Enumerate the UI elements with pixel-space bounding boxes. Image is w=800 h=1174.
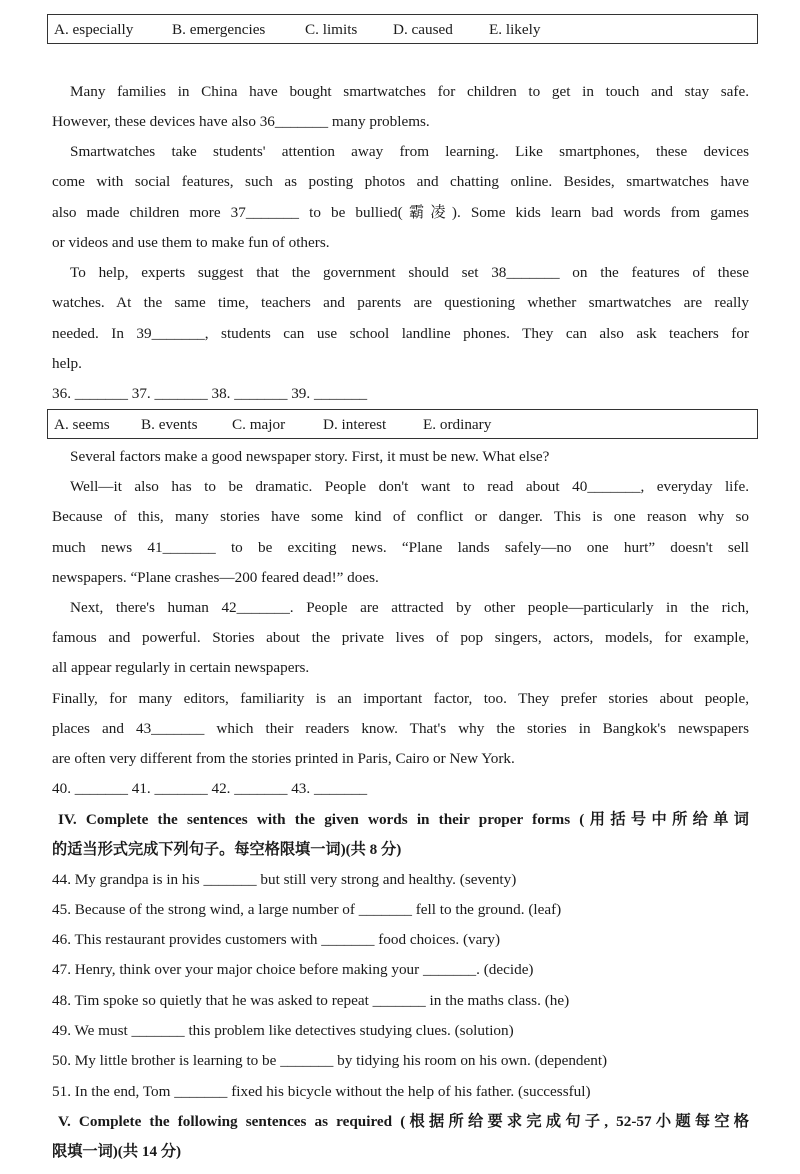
word-option: B. events: [141, 416, 198, 433]
passage2-line: are often very different from the stories printed in Paris, Cairo or New York.: [52, 750, 515, 767]
passage2-line: Next, there's human 42_______. People are attracted by other people—particularly in the rich,: [70, 599, 749, 616]
word-option: C. limits: [305, 21, 358, 38]
section-v-heading: V. Complete the following sentences as required (根据所给要求完成句子, 52-57小题每空格: [58, 1113, 749, 1130]
answer-blanks-36-39: 36. _______ 37. _______ 38. _______ 39. _______: [52, 385, 368, 402]
section-iv-heading: IV. Complete the sentences with the given words in their proper forms (用括号中所给单词: [58, 811, 749, 828]
passage1-line: or videos and use them to make fun of others.: [52, 234, 330, 251]
passage2-line: famous and powerful. Stories about the private lives of pop singers, actors, models, for example,: [52, 629, 749, 646]
question-45: 45. Because of the strong wind, a large number of _______ fell to the ground. (leaf): [52, 901, 562, 918]
word-option: A. seems: [54, 416, 110, 433]
word-option: D. interest: [323, 416, 387, 433]
passage2-line: places and 43_______ which their readers know. That's why the stories in Bangkok's newspapers: [52, 720, 749, 737]
section-v-heading-cont: 限填一词)(共 14 分): [52, 1143, 182, 1160]
passage1-line: Many families in China have bought smartwatches for children to get in touch and stay safe.: [70, 83, 749, 100]
word-bank-box-1: [47, 14, 758, 44]
passage2-line: Finally, for many editors, familiarity is an important factor, too. They prefer stories about people,: [52, 690, 749, 707]
question-48: 48. Tim spoke so quietly that he was asked to repeat _______ in the maths class. (he): [52, 992, 570, 1009]
passage2-line: all appear regularly in certain newspapers.: [52, 659, 310, 676]
word-option: D. caused: [393, 21, 453, 38]
passage1-line: help.: [52, 355, 82, 372]
passage2-line: Well—it also has to be dramatic. People don't want to read about 40_______, everyday life.: [70, 478, 749, 495]
word-option: A. especially: [54, 21, 134, 38]
word-option: B. emergencies: [172, 21, 266, 38]
question-49: 49. We must _______ this problem like detectives studying clues. (solution): [52, 1022, 514, 1039]
question-44: 44. My grandpa is in his _______ but still very strong and healthy. (seventy): [52, 871, 517, 888]
section-iv-heading-cont: 的适当形式完成下列句子。每空格限填一词)(共 8 分): [52, 841, 402, 858]
question-47: 47. Henry, think over your major choice before making your _______. (decide): [52, 961, 534, 978]
question-50: 50. My little brother is learning to be _______ by tidying his room on his own. (dependent): [52, 1052, 608, 1069]
passage1-line: However, these devices have also 36_______ many problems.: [52, 113, 430, 130]
passage2-line: much news 41_______ to be exciting news. “Plane lands safely—no one hurt” doesn't sell: [52, 539, 749, 556]
question-46: 46. This restaurant provides customers with _______ food choices. (vary): [52, 931, 501, 948]
passage1-line: Smartwatches take students' attention away from learning. Like smartphones, these devices: [70, 143, 749, 160]
word-option: E. likely: [489, 21, 541, 38]
passage1-line: needed. In 39_______, students can use school landline phones. They can also ask teachers for: [52, 325, 749, 342]
passage2-line: Several factors make a good newspaper story. First, it must be new. What else?: [70, 448, 550, 465]
answer-blanks-40-43: 40. _______ 41. _______ 42. _______ 43. _______: [52, 780, 368, 797]
passage1-line: also made children more 37_______ to be bullied(霸凌). Some kids learn bad words from games: [52, 204, 749, 221]
passage1-line: come with social features, such as posting photos and chatting online. Besides, smartwatches have: [52, 173, 749, 190]
passage2-line: Because of this, many stories have some kind of conflict or danger. This is one reason why so: [52, 508, 749, 525]
word-option: E. ordinary: [423, 416, 492, 433]
word-bank-box-2: [47, 409, 758, 439]
question-51: 51. In the end, Tom _______ fixed his bicycle without the help of his father. (successful): [52, 1083, 591, 1100]
passage2-line: newspapers. “Plane crashes—200 feared dead!” does.: [52, 569, 379, 586]
passage1-line: To help, experts suggest that the government should set 38_______ on the features of these: [70, 264, 749, 281]
passage1-line: watches. At the same time, teachers and parents are questioning whether smartwatches are really: [52, 294, 749, 311]
word-option: C. major: [232, 416, 286, 433]
